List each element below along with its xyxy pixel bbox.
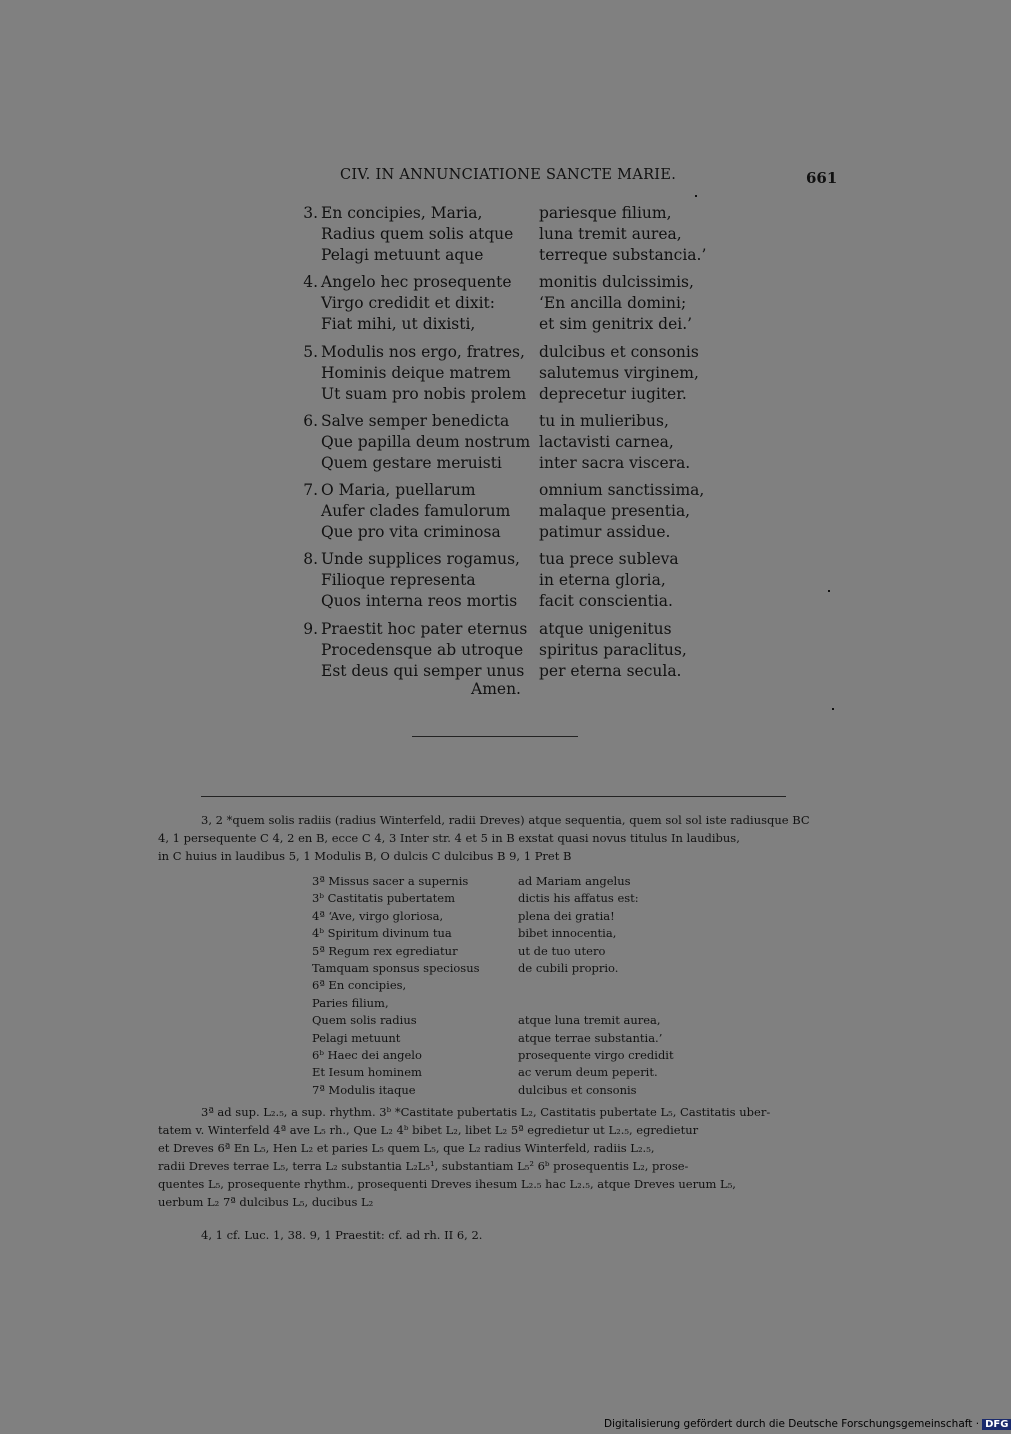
verse-line: in eterna gloria, [539, 571, 666, 589]
stanza-number: 7. [303, 481, 318, 499]
verse-line: Angelo hec prosequente [321, 273, 512, 291]
stanza-number: 9. [303, 620, 318, 638]
page-number: 661 [806, 169, 838, 187]
stanza-number: 6. [303, 412, 318, 430]
footnote-divider [201, 796, 786, 797]
variant-line-right: dulcibus et consonis [518, 1082, 637, 1097]
verse-column-right [539, 411, 729, 474]
verse-line: Ut suam pro nobis prolem [321, 385, 527, 403]
references-line: 4, 1 cf. Luc. 1, 38. 9, 1 Praestit: cf. ad rh. II 6, 2. [201, 1228, 483, 1242]
verse-column-left [321, 619, 536, 682]
verse-column-right [539, 272, 729, 335]
dfg-logo: DFG [982, 1419, 1011, 1430]
footer-text: Digitalisierung gefördert durch die Deutsche Forschungsgemeinschaft · [604, 1418, 980, 1430]
variant-line-right: ac verum deum peperit. [518, 1065, 658, 1080]
variant-line-right: bibet innocentia, [518, 926, 617, 941]
verse-line: Procedensque ab utroque [321, 641, 524, 659]
variant-line-left: 6ª En concipies, [312, 978, 407, 993]
amen-line: Amen. [471, 680, 521, 698]
speck [695, 195, 697, 197]
verse-line: Radius quem solis atque [321, 225, 514, 243]
verse-line: Unde supplices rogamus, [321, 550, 520, 568]
verse-line: inter sacra viscera. [539, 454, 691, 472]
verse-line: spiritus paraclitus, [539, 641, 687, 659]
variant-line-left: 7ª Modulis itaque [312, 1082, 416, 1097]
variant-line-left: 4ª ‘Ave, virgo gloriosa, [312, 908, 444, 923]
verse-line: Est deus qui semper unus [321, 662, 525, 680]
verse-line: Modulis nos ergo, fratres, [321, 343, 525, 361]
digitization-footer [604, 1418, 1011, 1430]
variant-line-left: Paries filium, [312, 995, 389, 1010]
variant-line-left: Quem solis radius [312, 1013, 417, 1028]
variant-line-right: dictis his affatus est: [518, 891, 639, 906]
variant-line-right: ad Mariam angelus [518, 874, 631, 888]
variant-line-right: prosequente virgo credidit [518, 1048, 674, 1062]
apparatus-line: in C huius in laudibus 5, 1 Modulis B, O dulcis C dulcibus B 9, 1 Pret B [158, 849, 572, 863]
verse-line: monitis dulcissimis, [539, 273, 694, 291]
verse-line: Aufer clades famulorum [321, 502, 511, 520]
verse-column-left [321, 480, 536, 543]
verse-line: Salve semper benedicta [321, 412, 510, 430]
verse-line: lactavisti carnea, [539, 433, 674, 451]
apparatus-line: quentes L₅, prosequente rhythm., prosequenti Dreves ihesum L₂.₅ hac L₂.₅, atque Dreves uerum L₅, [158, 1177, 736, 1191]
verse-line: tua prece subleva [539, 550, 679, 568]
speck [832, 708, 834, 710]
stanza-number: 3. [303, 204, 318, 222]
verse-line: salutemus virginem, [539, 364, 699, 382]
verse-line: dulcibus et consonis [539, 343, 699, 361]
variant-line-right: de cubili proprio. [518, 961, 619, 975]
variant-line-left: Pelagi metuunt [312, 1030, 401, 1045]
verse-line: per eterna secula. [539, 662, 682, 680]
verse-column-right [539, 342, 729, 405]
verse-line: ‘En ancilla domini; [539, 294, 687, 312]
verse-column-right [539, 203, 729, 266]
verse-line: atque unigenitus [539, 620, 672, 638]
apparatus-line: 3, 2 *quem solis radiis (radius Winterfeld, radii Dreves) atque sequentia, quem sol sol iste radiusque BC [201, 813, 810, 827]
apparatus-line: 4, 1 persequente C 4, 2 en B, ecce C 4, 3 Inter str. 4 et 5 in B exstat quasi novus titulus In laudibus, [158, 831, 740, 845]
verse-column-left [321, 549, 536, 612]
verse-column-right [539, 619, 729, 682]
apparatus-line: uerbum L₂ 7ª dulcibus L₅, ducibus L₂ [158, 1195, 374, 1209]
variant-line-left: 4ᵇ Spiritum divinum tua [312, 926, 452, 941]
verse-line: deprecetur iugiter. [539, 385, 687, 403]
verse-line: Quem gestare meruisti [321, 454, 502, 472]
verse-column-left [321, 411, 536, 474]
apparatus-line: et Dreves 6ª En L₅, Hen L₂ et paries L₅ quem L₅, que L₂ radius Winterfeld, radiis L₂.₅, [158, 1141, 655, 1155]
verse-line: Hominis deique matrem [321, 364, 511, 382]
stanza-number: 4. [303, 273, 318, 291]
variant-line-left: Et Iesum hominem [312, 1065, 422, 1080]
variant-line-right: ut de tuo utero [518, 943, 606, 958]
apparatus-line: radii Dreves terrae L₅, terra L₂ substantia L₂L₅¹, substantiam L₅² 6ᵇ prosequentis L₂, prose- [158, 1159, 689, 1173]
stanza-number: 8. [303, 550, 318, 568]
verse-line: malaque presentia, [539, 502, 691, 520]
verse-line: omnium sanctissima, [539, 481, 705, 499]
verse-line: O Maria, puellarum [321, 481, 476, 499]
verse-line: patimur assidue. [539, 523, 671, 541]
verse-line: terreque substancia.’ [539, 246, 707, 264]
variant-line-right: atque luna tremit aurea, [518, 1013, 661, 1028]
verse-line: tu in mulieribus, [539, 412, 669, 430]
page-title: CIV. IN ANNUNCIATIONE SANCTE MARIE. [340, 167, 677, 183]
verse-line: pariesque filium, [539, 204, 672, 222]
verse-line: Filioque representa [321, 571, 476, 589]
variant-line-left: 6ᵇ Haec dei angelo [312, 1048, 422, 1062]
verse-line: Fiat mihi, ut dixisti, [321, 315, 476, 333]
section-divider [412, 736, 578, 737]
verse-line: et sim genitrix dei.’ [539, 315, 693, 333]
stanza-number: 5. [303, 343, 318, 361]
verse-line: Que papilla deum nostrum [321, 433, 531, 451]
variant-line-left: 3ᵇ Castitatis pubertatem [312, 891, 456, 906]
verse-line: facit conscientia. [539, 592, 673, 610]
variant-line-right: atque terrae substantia.’ [518, 1030, 663, 1045]
verse-column-left [321, 342, 536, 405]
verse-line: Quos interna reos mortis [321, 592, 518, 610]
variant-line-left: 3ª Missus sacer a supernis [312, 874, 469, 888]
verse-line: En concipies, Maria, [321, 204, 483, 222]
verse-line: Praestit hoc pater eternus [321, 620, 528, 638]
verse-column-left [321, 272, 536, 335]
variant-line-left: Tamquam sponsus speciosus [312, 961, 480, 975]
apparatus-line: tatem v. Winterfeld 4ª ave L₅ rh., Que L₂ 4ᵇ bibet L₂, libet L₂ 5ª egredietur ut L₂.₅, egredietur [158, 1123, 699, 1137]
variant-line-left: 5ª Regum rex egrediatur [312, 943, 458, 958]
apparatus-line: 3ª ad sup. L₂.₅, a sup. rhythm. 3ᵇ *Castitate pubertatis L₂, Castitatis pubertate L₅, Castitatis uber- [201, 1105, 771, 1119]
verse-line: Que pro vita criminosa [321, 523, 501, 541]
verse-column-right [539, 549, 729, 612]
verse-line: luna tremit aurea, [539, 225, 682, 243]
variant-line-right: plena dei gratia! [518, 908, 615, 923]
verse-column-right [539, 480, 729, 543]
verse-line: Pelagi metuunt aque [321, 246, 484, 264]
running-header [0, 163, 1000, 187]
verse-line: Virgo credidit et dixit: [321, 294, 496, 312]
speck [828, 590, 830, 592]
verse-column-left [321, 203, 536, 266]
